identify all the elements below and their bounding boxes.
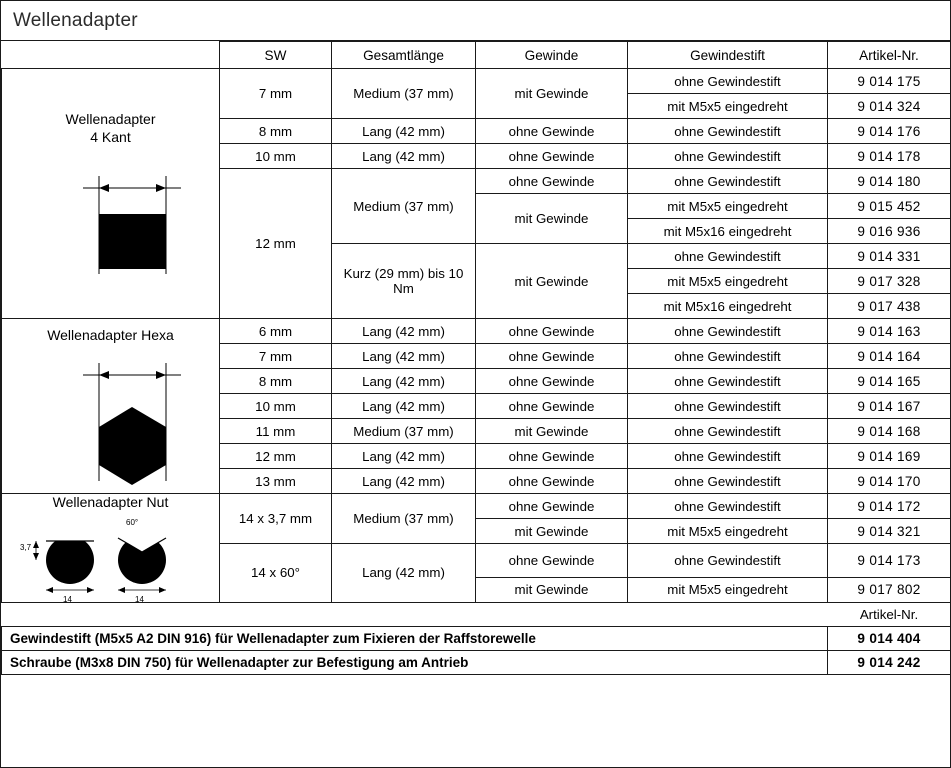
cell-grubscrew: ohne Gewindestift — [628, 394, 828, 419]
cell-length: Lang (42 mm) — [332, 394, 476, 419]
cell-length: Lang (42 mm) — [332, 344, 476, 369]
cell-sw: 11 mm — [220, 419, 332, 444]
cell-grubscrew: mit M5x16 eingedreht — [628, 219, 828, 244]
cell-grubscrew: mit M5x5 eingedreht — [628, 94, 828, 119]
cell-articlenumber: 9 017 802 — [828, 577, 951, 602]
cell-length: Lang (42 mm) — [332, 119, 476, 144]
cell-thread: mit Gewinde — [476, 69, 628, 119]
cell-articlenumber: 9 016 936 — [828, 219, 951, 244]
cell-thread: ohne Gewinde — [476, 144, 628, 169]
cell-length: Lang (42 mm) — [332, 369, 476, 394]
cell-articlenumber: 9 014 163 — [828, 319, 951, 344]
cell-sw: 10 mm — [220, 394, 332, 419]
cell-grubscrew: ohne Gewindestift — [628, 319, 828, 344]
cell-length: Lang (42 mm) — [332, 544, 476, 603]
cell-thread: ohne Gewinde — [476, 394, 628, 419]
cell-articlenumber: 9 014 178 — [828, 144, 951, 169]
cell-grubscrew: ohne Gewindestift — [628, 544, 828, 578]
cell-thread: mit Gewinde — [476, 194, 628, 244]
cell-sw: 14 x 3,7 mm — [220, 494, 332, 544]
cell-grubscrew: mit M5x5 eingedreht — [628, 194, 828, 219]
cell-grubscrew: ohne Gewindestift — [628, 69, 828, 94]
cell-articlenumber: 9 014 176 — [828, 119, 951, 144]
table-row — [2, 69, 951, 94]
cell-sw: 13 mm — [220, 469, 332, 494]
cell-articlenumber: 9 014 168 — [828, 419, 951, 444]
nut-width-left-label: 14 — [63, 594, 72, 602]
cell-articlenumber: 9 014 170 — [828, 469, 951, 494]
cell-thread: ohne Gewinde — [476, 469, 628, 494]
cell-length: Lang (42 mm) — [332, 144, 476, 169]
cell-articlenumber: 9 014 164 — [828, 344, 951, 369]
cell-grubscrew: mit M5x16 eingedreht — [628, 294, 828, 319]
cell-articlenumber: 9 014 180 — [828, 169, 951, 194]
cell-grubscrew: ohne Gewindestift — [628, 169, 828, 194]
cell-articlenumber: 9 014 324 — [828, 94, 951, 119]
cell-sw: 8 mm — [220, 119, 332, 144]
cell-length: Medium (37 mm) — [332, 69, 476, 119]
group-label-4kant-line2: 4 Kant — [90, 128, 131, 145]
footer-articlenumber: 9 014 404 — [828, 627, 951, 651]
table-row — [2, 627, 951, 651]
footer-description: Gewindestift (M5x5 A2 DIN 916) für Wellenadapter zum Fixieren der Raffstorewelle — [2, 627, 828, 651]
cell-articlenumber: 9 017 328 — [828, 269, 951, 294]
cell-grubscrew: ohne Gewindestift — [628, 244, 828, 269]
cell-articlenumber: 9 015 452 — [828, 194, 951, 219]
cell-articlenumber: 9 014 321 — [828, 519, 951, 544]
cell-thread: ohne Gewinde — [476, 344, 628, 369]
column-header-articlenumber: Artikel-Nr. — [828, 42, 951, 69]
cell-grubscrew: ohne Gewindestift — [628, 369, 828, 394]
cell-articlenumber: 9 014 175 — [828, 69, 951, 94]
group-label-hexa: Wellenadapter Hexa — [47, 327, 174, 344]
cell-thread: ohne Gewinde — [476, 169, 628, 194]
cell-articlenumber: 9 014 167 — [828, 394, 951, 419]
nut-angle-label: 60° — [126, 517, 139, 527]
group-label-4kant-line1: Wellenadapter — [65, 111, 156, 127]
cell-articlenumber: 9 017 438 — [828, 294, 951, 319]
cell-sw: 12 mm — [220, 169, 332, 319]
cell-thread: mit Gewinde — [476, 244, 628, 319]
cell-length: Lang (42 mm) — [332, 319, 476, 344]
column-header-thread: Gewinde — [476, 42, 628, 69]
cell-thread: ohne Gewinde — [476, 544, 628, 578]
cell-thread: ohne Gewinde — [476, 444, 628, 469]
cell-sw: 8 mm — [220, 369, 332, 394]
footer-section — [1, 603, 950, 676]
group-cell-4kant — [2, 69, 220, 319]
cell-grubscrew: ohne Gewindestift — [628, 469, 828, 494]
cell-grubscrew: ohne Gewindestift — [628, 119, 828, 144]
table-row — [2, 651, 951, 675]
group-label-nut: Wellenadapter Nut — [52, 494, 169, 510]
cell-thread: ohne Gewinde — [476, 494, 628, 519]
cell-articlenumber: 9 014 165 — [828, 369, 951, 394]
cell-sw: 10 mm — [220, 144, 332, 169]
cell-articlenumber: 9 014 331 — [828, 244, 951, 269]
column-header-length: Gesamtlänge — [332, 42, 476, 69]
cell-articlenumber: 9 014 172 — [828, 494, 951, 519]
cell-grubscrew: ohne Gewindestift — [628, 419, 828, 444]
square-shaft-diagram — [6, 146, 215, 276]
cell-length: Medium (37 mm) — [332, 494, 476, 544]
cell-grubscrew: mit M5x5 eingedreht — [628, 577, 828, 602]
cell-length: Lang (42 mm) — [332, 444, 476, 469]
cell-thread: ohne Gewinde — [476, 319, 628, 344]
cell-sw: 7 mm — [220, 69, 332, 119]
nut-height-label: 3,7 — [20, 542, 32, 552]
cell-thread: mit Gewinde — [476, 577, 628, 602]
cell-sw: 6 mm — [220, 319, 332, 344]
cell-sw: 7 mm — [220, 344, 332, 369]
cell-grubscrew: ohne Gewindestift — [628, 144, 828, 169]
cell-sw: 12 mm — [220, 444, 332, 469]
footer-column-header-articlenumber: Artikel-Nr. — [859, 607, 919, 623]
accessories-table — [1, 603, 951, 676]
cell-length: Medium (37 mm) — [332, 169, 476, 244]
column-header-grubscrew: Gewindestift — [628, 42, 828, 69]
groove-shaft-diagram — [6, 512, 215, 602]
page-title: Wellenadapter — [13, 9, 138, 31]
cell-articlenumber: 9 014 169 — [828, 444, 951, 469]
table-row — [2, 494, 951, 519]
footer-description: Schraube (M3x8 DIN 750) für Wellenadapter zur Befestigung am Antrieb — [2, 651, 828, 675]
cell-thread: mit Gewinde — [476, 519, 628, 544]
cell-grubscrew: ohne Gewindestift — [628, 444, 828, 469]
footer-spacer — [2, 603, 828, 627]
group-cell-hexa — [2, 319, 220, 494]
table-header-row — [2, 42, 951, 69]
hexagon-shaft-diagram — [6, 345, 215, 485]
cell-sw: 14 x 60° — [220, 544, 332, 603]
cell-grubscrew: ohne Gewindestift — [628, 494, 828, 519]
cell-length: Lang (42 mm) — [332, 469, 476, 494]
cell-thread: ohne Gewinde — [476, 369, 628, 394]
cell-thread: ohne Gewinde — [476, 119, 628, 144]
table-row — [2, 319, 951, 344]
product-spec-table — [1, 41, 951, 603]
cell-thread: mit Gewinde — [476, 419, 628, 444]
column-header-sw: SW — [220, 42, 332, 69]
cell-grubscrew: ohne Gewindestift — [628, 344, 828, 369]
footer-header-row — [2, 603, 951, 627]
column-header-image — [2, 42, 220, 69]
group-cell-nut — [2, 494, 220, 603]
cell-articlenumber: 9 014 173 — [828, 544, 951, 578]
footer-articlenumber: 9 014 242 — [828, 651, 951, 675]
nut-width-right-label: 14 — [135, 594, 144, 602]
cell-length: Kurz (29 mm) bis 10 Nm — [332, 244, 476, 319]
page-title-bar — [1, 1, 950, 41]
cell-grubscrew: mit M5x5 eingedreht — [628, 269, 828, 294]
cell-grubscrew: mit M5x5 eingedreht — [628, 519, 828, 544]
cell-length: Medium (37 mm) — [332, 419, 476, 444]
